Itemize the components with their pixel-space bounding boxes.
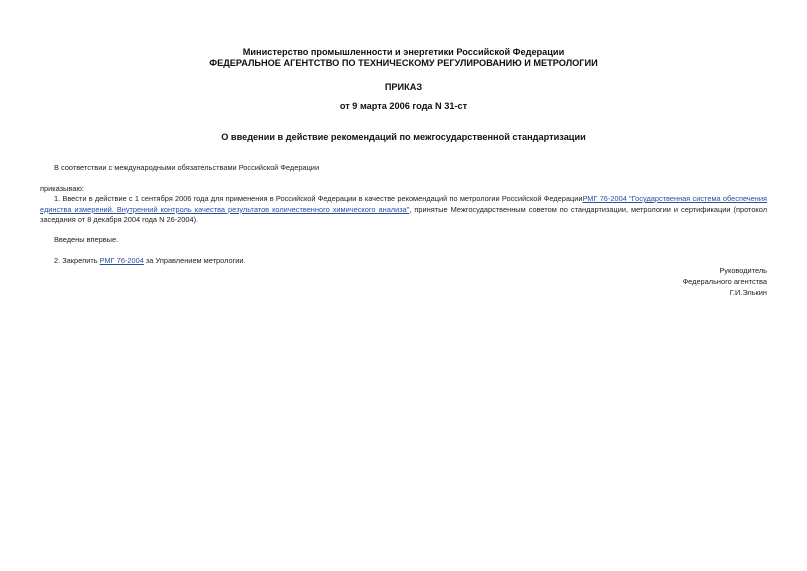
preamble-text: В соответствии с международными обязательствами Российской Федерации [54,163,320,172]
ministry-heading: Министерство промышленности и энергетики Российской Федерации [242,47,565,57]
signature-position-line1: Руководитель [719,266,767,275]
signature-name: Г.И.Элькин [729,288,767,297]
order-item-1 [40,194,767,226]
signature-position-line2: Федерального агентства [682,277,767,286]
introduced-note: Введены впервые. [54,235,119,244]
order-item-2-text: 2. Закрепить [54,256,100,265]
rmg-76-2004-full-link[interactable]: РМГ 76-2004 "Государственная система обеспечения единства измерений. Внутренний контроль качества результатов количественного химического анализа" [40,194,767,214]
order-item-2 [54,256,246,267]
rmg-76-2004-link[interactable]: РМГ 76-2004 [99,256,144,265]
agency-heading: ФЕДЕРАЛЬНОЕ АГЕНТСТВО ПО ТЕХНИЧЕСКОМУ РЕГУЛИРОВАНИЮ И МЕТРОЛОГИИ [209,58,598,68]
document-title: О введении в действие рекомендаций по межгосударственной стандартизации [221,132,586,142]
order-word: приказываю: [40,184,84,193]
order-item-1-suffix: , принятые Межгосударственным советом по стандартизации, метрологии и сертификации (протокол заседания от 8 декабря 2004 года N 26-2004). [40,204,768,224]
order-item-2-suffix: за Управлением метрологии. [143,256,246,265]
document-date: от 9 марта 2006 года N 31-ст [339,101,468,111]
order-item-1-text: 1. Ввести в действие с 1 сентября 2006 года для применения в Российской Федерации в качестве рекомендаций по метрологии Российской Федерации [54,194,583,203]
document-type: ПРИКАЗ [384,82,423,92]
